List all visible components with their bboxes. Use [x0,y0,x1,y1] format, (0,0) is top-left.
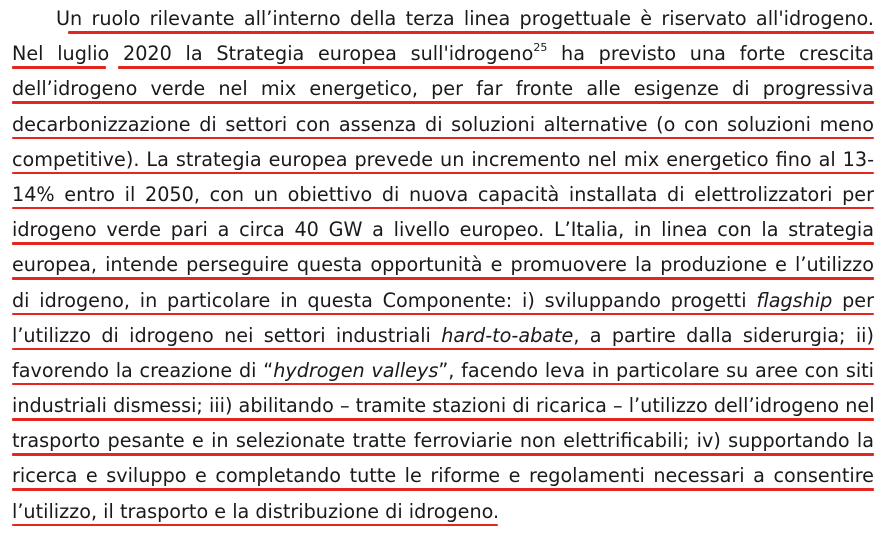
red-underline [12,488,874,491]
footnote-ref: 25 [533,40,548,54]
line-text: Un ruolo rilevante all’interno della terza linea progettuale è riservato all'idrogeno. [56,7,874,30]
text-line-10 [12,321,874,356]
red-underline [12,172,874,175]
line-text: favorendo la creazione di “ [12,358,274,382]
line-text: ha previsto una forte crescita [547,42,874,66]
red-underline [12,348,874,351]
text-line-11 [12,356,874,391]
red-underline [12,242,874,245]
text-line-8 [12,250,874,285]
line-text: industriali dismessi; iii) abilitando – tramite stazioni di ricarica – l’utilizzo dell’idrogeno nel [12,394,875,418]
line-text: di idrogeno, in particolare in questa Componente: i) sviluppando progetti [12,288,757,312]
line-text: ricerca e sviluppo e completando tutte le riforme e regolamenti necessari a consentire [12,464,874,488]
text-line-2 [12,39,874,74]
line-text: , a partire dalla siderurgia; ii) [573,323,874,347]
red-underline [12,137,874,140]
text-line-12 [12,391,874,426]
line-text: per [832,288,874,312]
red-underline [118,66,874,69]
line-text: europea, intende perseguire questa opportunità e promuovere la produzione e l’utilizzo [12,253,874,277]
italic-term: hydrogen valleys [273,358,439,382]
line-text: Nel luglio 2020 la Strategia europea sull'idrogeno [12,42,534,66]
italic-term: flagship [756,288,833,312]
line-text: dell’idrogeno verde nel mix energetico, per far fronte alle esigenze di progressiva [12,77,874,101]
text-line-4 [12,110,874,145]
line-text: l’utilizzo di idrogeno nei settori industriali [12,323,442,347]
red-underline [12,101,874,104]
red-underline [12,66,106,69]
red-underline [12,418,874,421]
italic-term: hard-to-abate [441,323,574,347]
line-text: competitive). La strategia europea prevede un incremento nel mix energetico fino al 13- [12,147,874,171]
line-text: idrogeno verde pari a circa 40 GW a livello europeo. L’Italia, in linea con la strategia [12,218,874,242]
red-underline [68,31,874,34]
line-text: trasporto pesante e in selezionate tratte ferroviarie non elettrificabili; iv) supportando la [12,429,874,453]
red-underline [12,383,874,386]
text-line-9 [12,286,874,321]
red-underline [12,277,874,280]
text-line-6 [12,180,874,215]
line-text: ”, facendo leva in particolare su aree con siti [438,358,874,382]
red-underline [12,453,874,456]
line-text: l’utilizzo, il trasporto e la distribuzione di idrogeno. [12,499,500,523]
line-text: 14% entro il 2050, con un obiettivo di nuova capacità installata di elettrolizzatori per [12,182,874,206]
text-line-14 [12,461,874,496]
text-line-1 [12,4,874,39]
red-underline [12,313,874,316]
text-line-13 [12,426,874,461]
line-text: decarbonizzazione di settori con assenza di soluzioni alternative (o con soluzioni meno [12,112,874,136]
text-line-15 [12,497,874,532]
text-line-3 [12,74,874,109]
document-paragraph [12,4,874,532]
red-underline [12,524,498,527]
text-line-7 [12,215,874,250]
red-underline [12,207,874,210]
text-line-5 [12,145,874,180]
